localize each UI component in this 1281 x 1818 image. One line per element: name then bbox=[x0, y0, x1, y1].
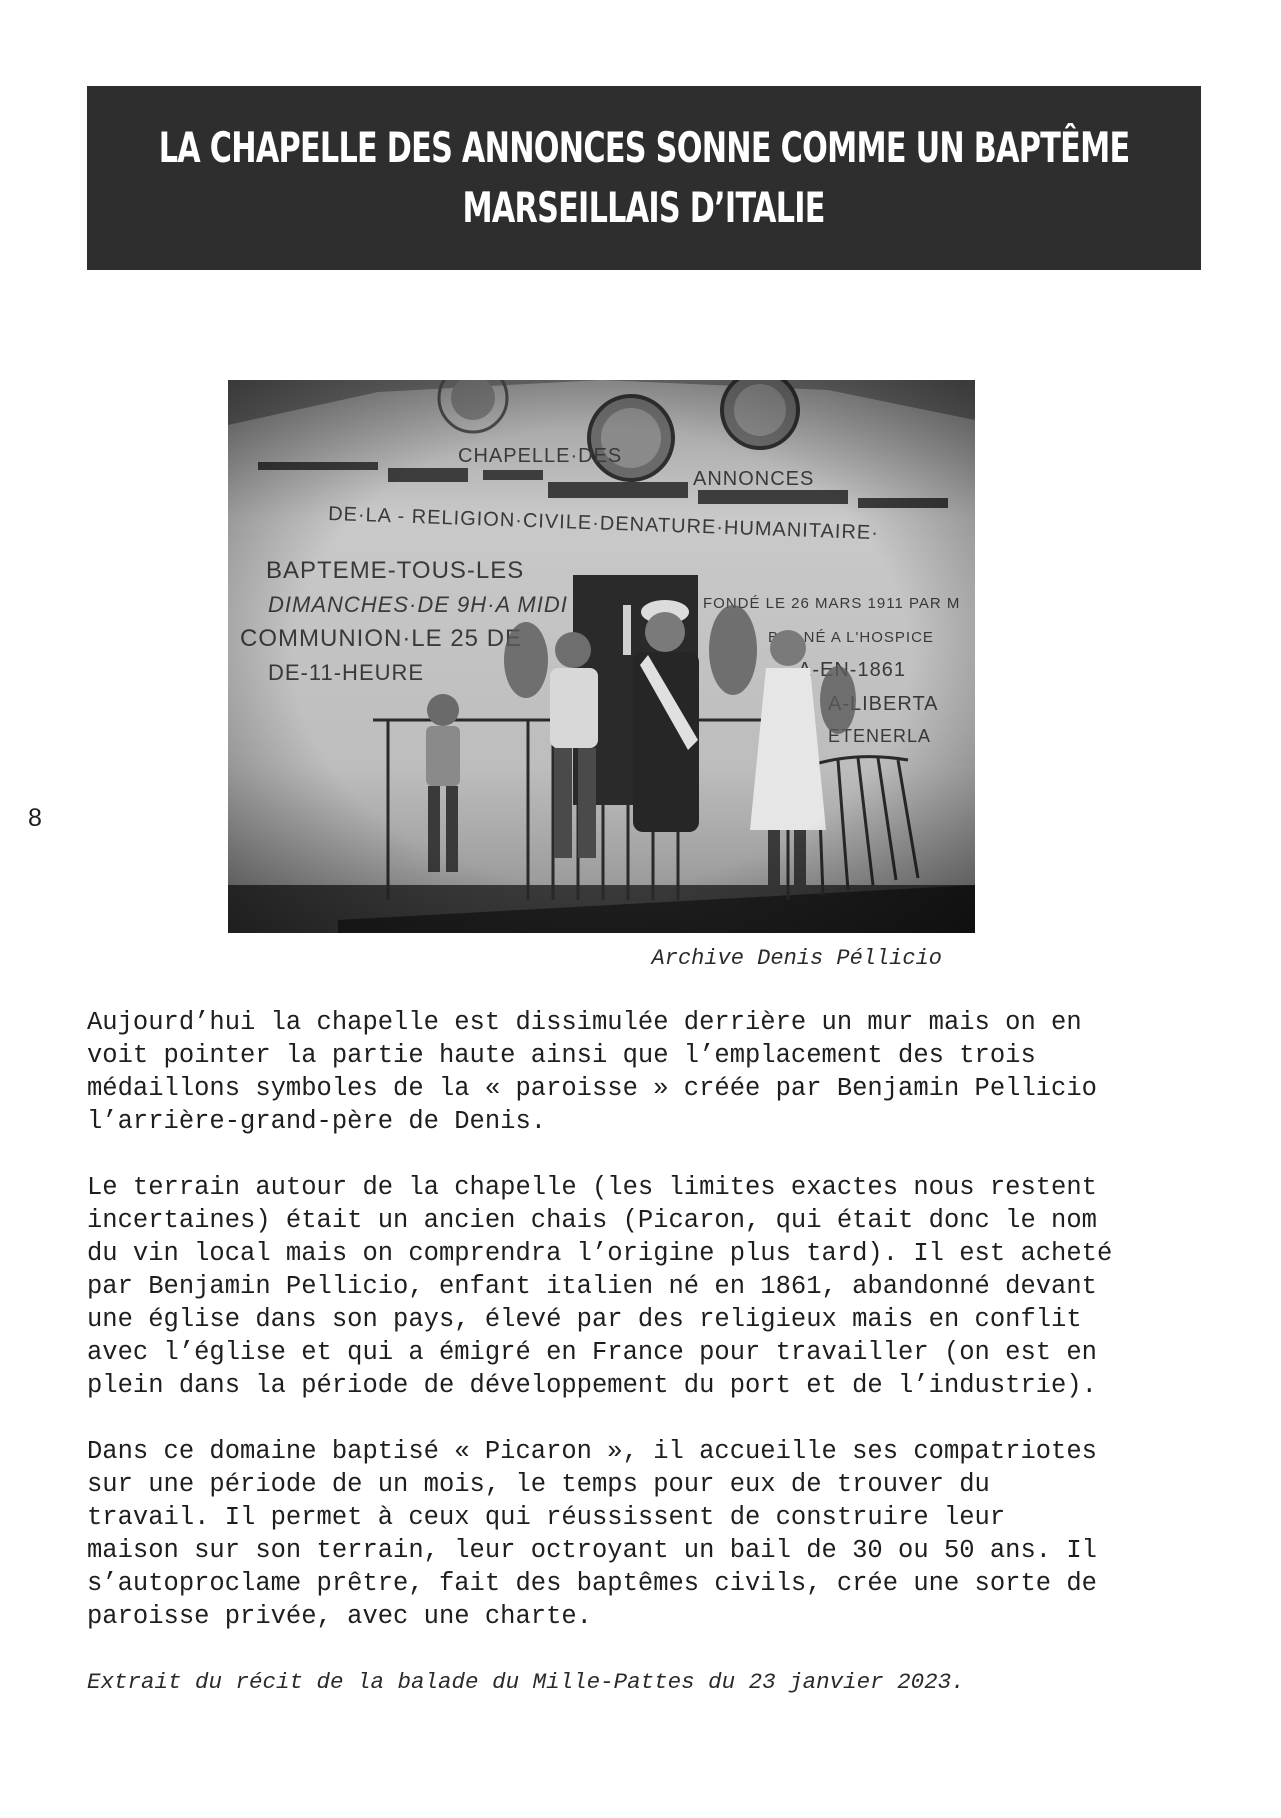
source-note: Extrait du récit de la balade du Mille-Pattes du 23 janvier 2023. bbox=[87, 1669, 965, 1695]
paragraph-2-line-7: plein dans la période de développement du port et de l’industrie). bbox=[87, 1371, 1097, 1400]
page-title-line-2: MARSEILLAIS D’ITALIE bbox=[462, 183, 826, 232]
paragraph-3-line-1: Dans ce domaine baptisé « Picaron », il accueille ses compatriotes bbox=[87, 1437, 1097, 1466]
paragraph-3-line-5: s’autoproclame prêtre, fait des baptêmes civils, crée une sorte de bbox=[87, 1569, 1097, 1598]
paragraph-2-line-3: du vin local mais on comprendra l’origine plus tard). Il est acheté bbox=[87, 1239, 1113, 1268]
paragraph-3-line-4: maison sur son terrain, leur octroyant un bail de 30 ou 50 ans. Il bbox=[87, 1536, 1097, 1565]
archive-photo bbox=[228, 380, 975, 933]
paragraph-1-line-4: l’arrière-grand-père de Denis. bbox=[87, 1107, 547, 1136]
paragraph-1 bbox=[87, 1006, 1207, 1138]
paragraph-2-line-1: Le terrain autour de la chapelle (les limites exactes nous restent bbox=[87, 1173, 1097, 1202]
paragraph-3 bbox=[87, 1435, 1207, 1633]
article-body bbox=[87, 1006, 1207, 1699]
paragraph-3-line-3: travail. Il permet à ceux qui réussissent de construire leur bbox=[87, 1503, 1006, 1532]
paragraph-2-line-6: avec l’église et qui a émigré en France pour travailler (on est en bbox=[87, 1338, 1097, 1367]
paragraph-2-line-4: par Benjamin Pellicio, enfant italien né en 1861, abandonné devant bbox=[87, 1272, 1097, 1301]
title-banner bbox=[87, 86, 1201, 270]
paragraph-3-line-6: paroisse privée, avec une charte. bbox=[87, 1602, 592, 1631]
paragraph-2 bbox=[87, 1171, 1207, 1402]
paragraph-2-line-2: incertaines) était un ancien chais (Picaron, qui était donc le nom bbox=[87, 1206, 1097, 1235]
page-title-line-1: LA CHAPELLE DES ANNONCES SONNE COMME UN BAPTÊME bbox=[158, 123, 1130, 172]
paragraph-3-line-2: sur une période de un mois, le temps pour eux de trouver du bbox=[87, 1470, 990, 1499]
paragraph-2-line-5: une église dans son pays, élevé par des religieux mais en conflit bbox=[87, 1305, 1082, 1334]
page-number: 8 bbox=[28, 804, 42, 832]
paragraph-1-line-2: voit pointer la partie haute ainsi que l’emplacement des trois bbox=[87, 1041, 1036, 1070]
paragraph-1-line-1: Aujourd’hui la chapelle est dissimulée derrière un mur mais on en bbox=[87, 1008, 1082, 1037]
archive-photo-drawing bbox=[228, 380, 975, 933]
photo-caption: Archive Denis Péllicio bbox=[651, 946, 942, 971]
paragraph-1-line-3: médaillons symboles de la « paroisse » créée par Benjamin Pellicio bbox=[87, 1074, 1097, 1103]
